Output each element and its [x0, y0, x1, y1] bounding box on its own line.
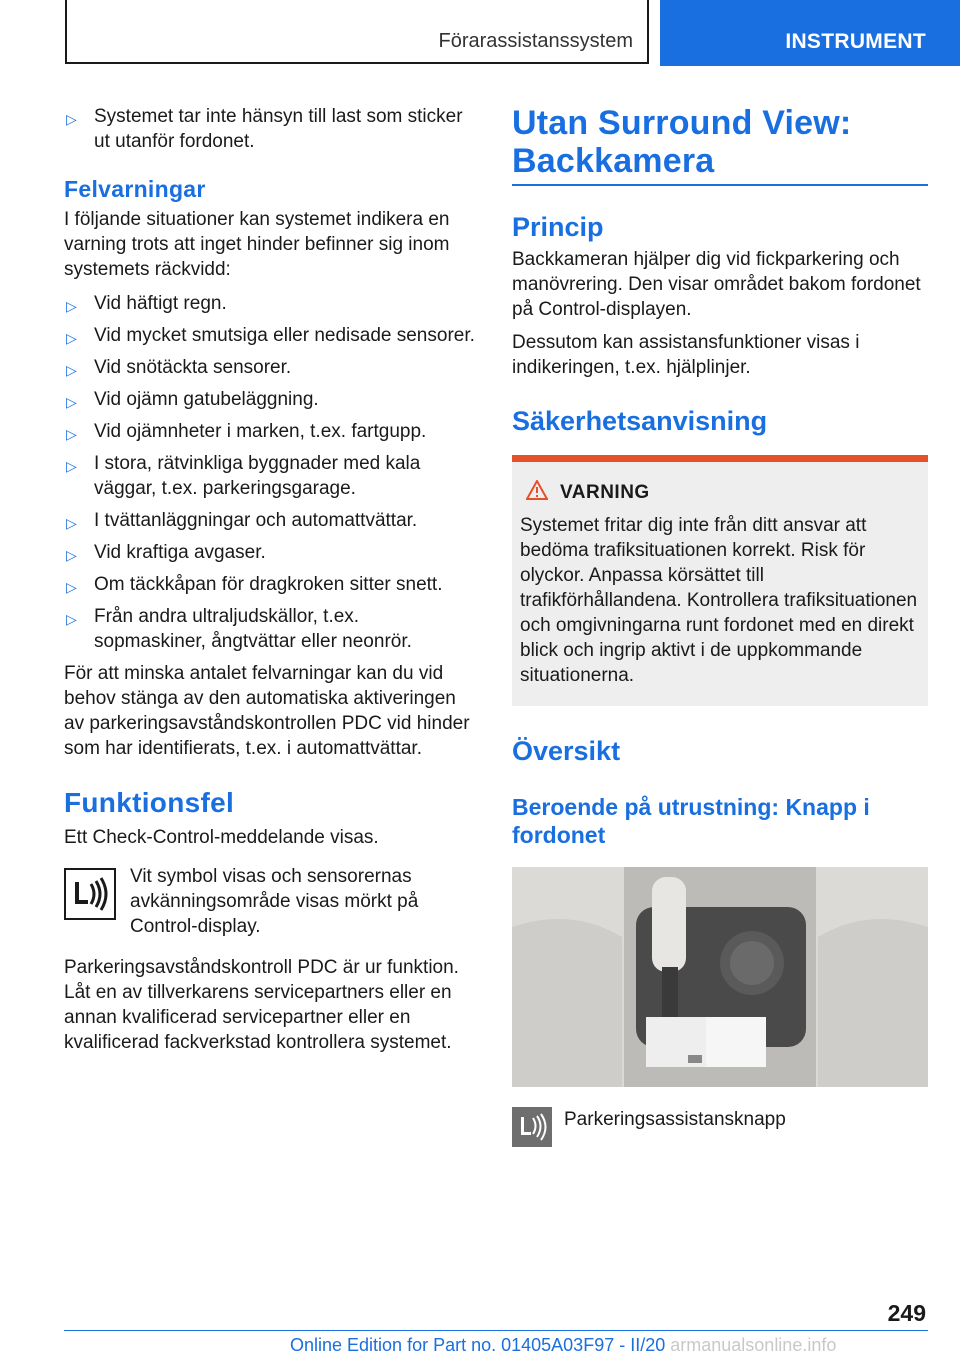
- triangle-bullet-icon: ▷: [66, 330, 77, 346]
- triangle-bullet-icon: ▷: [66, 111, 77, 127]
- chapter-tab[interactable]: [660, 0, 960, 66]
- left-column: [64, 104, 476, 1055]
- triangle-bullet-icon: ▷: [66, 579, 77, 595]
- intro-list: [64, 104, 476, 154]
- triangle-bullet-icon: ▷: [66, 426, 77, 442]
- false-warnings-note: För att minska antalet felvarningar kan du vid behov stänga av den automatiska aktiveringen av parkeringsavståndskontrollen PDC vid hinder som har identifierats, t.ex. i automattvättar.: [64, 663, 470, 759]
- symbol-description: Vit symbol visas och sensorernas avkänningsområde visas mörkt på Control-display.: [130, 866, 419, 937]
- malfunction-outro: Parkeringsavståndskontroll PDC är ur funktion. Låt en av tillverkarens servicepartners eller en annan kvalificerad servicepartner eller en kvalificerad fackverkstad kontrollera systemet.: [64, 957, 459, 1053]
- list-item: ▷ I stora, rätvinkliga byggnader med kala väggar, t.ex. parkeringsgarage.: [66, 453, 421, 499]
- warning-triangle-icon: [526, 480, 548, 505]
- list-item: ▷ Från andra ultraljudskällor, t.ex. sopmaskiner, ångtvättar eller neonrör.: [66, 606, 412, 652]
- list-item: ▷ Vid ojämnheter i marken, t.ex. fartgupp.: [64, 419, 476, 444]
- safety-heading: Säkerhetsanvisning: [512, 406, 768, 436]
- list-item: ▷ Systemet tar inte hänsyn till last som sticker ut utanför fordonet.: [66, 106, 463, 152]
- caption-row: [512, 1107, 928, 1147]
- triangle-bullet-icon: ▷: [66, 611, 77, 627]
- false-warnings-heading: Felvarningar: [64, 176, 206, 202]
- parking-assist-button-icon: [512, 1107, 552, 1147]
- malfunction-text: Ett Check-Control-meddelande visas.: [64, 827, 379, 848]
- section-title-box: [65, 0, 649, 64]
- triangle-bullet-icon: ▷: [66, 298, 77, 314]
- triangle-bullet-icon: ▷: [66, 362, 77, 378]
- chapter-title: Utan Surround View: Backkamera: [512, 104, 928, 186]
- warning-label: VARNING: [560, 481, 650, 503]
- list-item: ▷ I tvättanläggningar och automattvättar.: [64, 508, 476, 533]
- triangle-bullet-icon: ▷: [66, 458, 77, 474]
- principle-text-1: Backkameran hjälper dig vid fickparkering och manövrering. Den visar området bakom fordonet på Control-displayen.: [512, 249, 921, 320]
- page-number: 249: [887, 1300, 926, 1326]
- warning-text: Systemet fritar dig inte från ditt ansvar att bedöma trafiksituationen korrekt. Risk för olyckor. Anpassa körsättet till trafikförhållandena. Kontrollera trafiksituationen och omgivningarna runt fordonet med en direkt blick och ingrip aktivt i de uppkommande situationerna.: [520, 515, 918, 686]
- triangle-bullet-icon: ▷: [66, 394, 77, 410]
- edition-text: Online Edition for Part no. 01405A03F97 - II/20: [290, 1335, 666, 1355]
- list-item: ▷ Om täckkåpan för dragkroken sitter snett.: [64, 572, 476, 597]
- right-column: [512, 104, 928, 1147]
- list-item: ▷ Vid kraftiga avgaser.: [64, 540, 476, 565]
- false-warnings-text: I följande situationer kan systemet indikera en varning trots att inget hinder befinner sig inom systemets räckvidd:: [64, 209, 450, 280]
- warning-box: [512, 455, 928, 706]
- warning-header: [526, 480, 920, 505]
- list-item: ▷ Vid häftigt regn.: [64, 291, 476, 316]
- pdc-symbol-icon: [64, 868, 116, 920]
- section-title: Förarassistanssystem: [438, 30, 633, 52]
- overview-subheading: Beroende på utrustning: Knapp i fordonet: [512, 794, 870, 848]
- triangle-bullet-icon: ▷: [66, 515, 77, 531]
- watermark: armanualsonline.info: [670, 1335, 837, 1355]
- page-header: [0, 0, 960, 66]
- overview-heading: Översikt: [512, 736, 621, 766]
- center-console-photo: [512, 867, 928, 1087]
- malfunction-heading: Funktionsfel: [64, 787, 235, 818]
- figure-caption: Parkeringsassistansknapp: [564, 1109, 786, 1130]
- triangle-bullet-icon: ▷: [66, 547, 77, 563]
- symbol-row: [64, 864, 476, 939]
- list-item: ▷ Vid ojämn gatubeläggning.: [64, 387, 476, 412]
- list-item: ▷ Vid snötäckta sensorer.: [64, 355, 476, 380]
- footer-divider: [64, 1330, 928, 1331]
- principle-text-2: Dessutom kan assistansfunktioner visas i indikeringen, t.ex. hjälplinjer.: [512, 332, 860, 378]
- principle-heading: Princip: [512, 212, 604, 242]
- page-footer: [290, 1335, 836, 1356]
- chapter-tab-label: INSTRUMENT: [785, 30, 926, 53]
- list-item: ▷ Vid mycket smutsiga eller nedisade sensorer.: [64, 323, 476, 348]
- false-warnings-list: [64, 291, 476, 654]
